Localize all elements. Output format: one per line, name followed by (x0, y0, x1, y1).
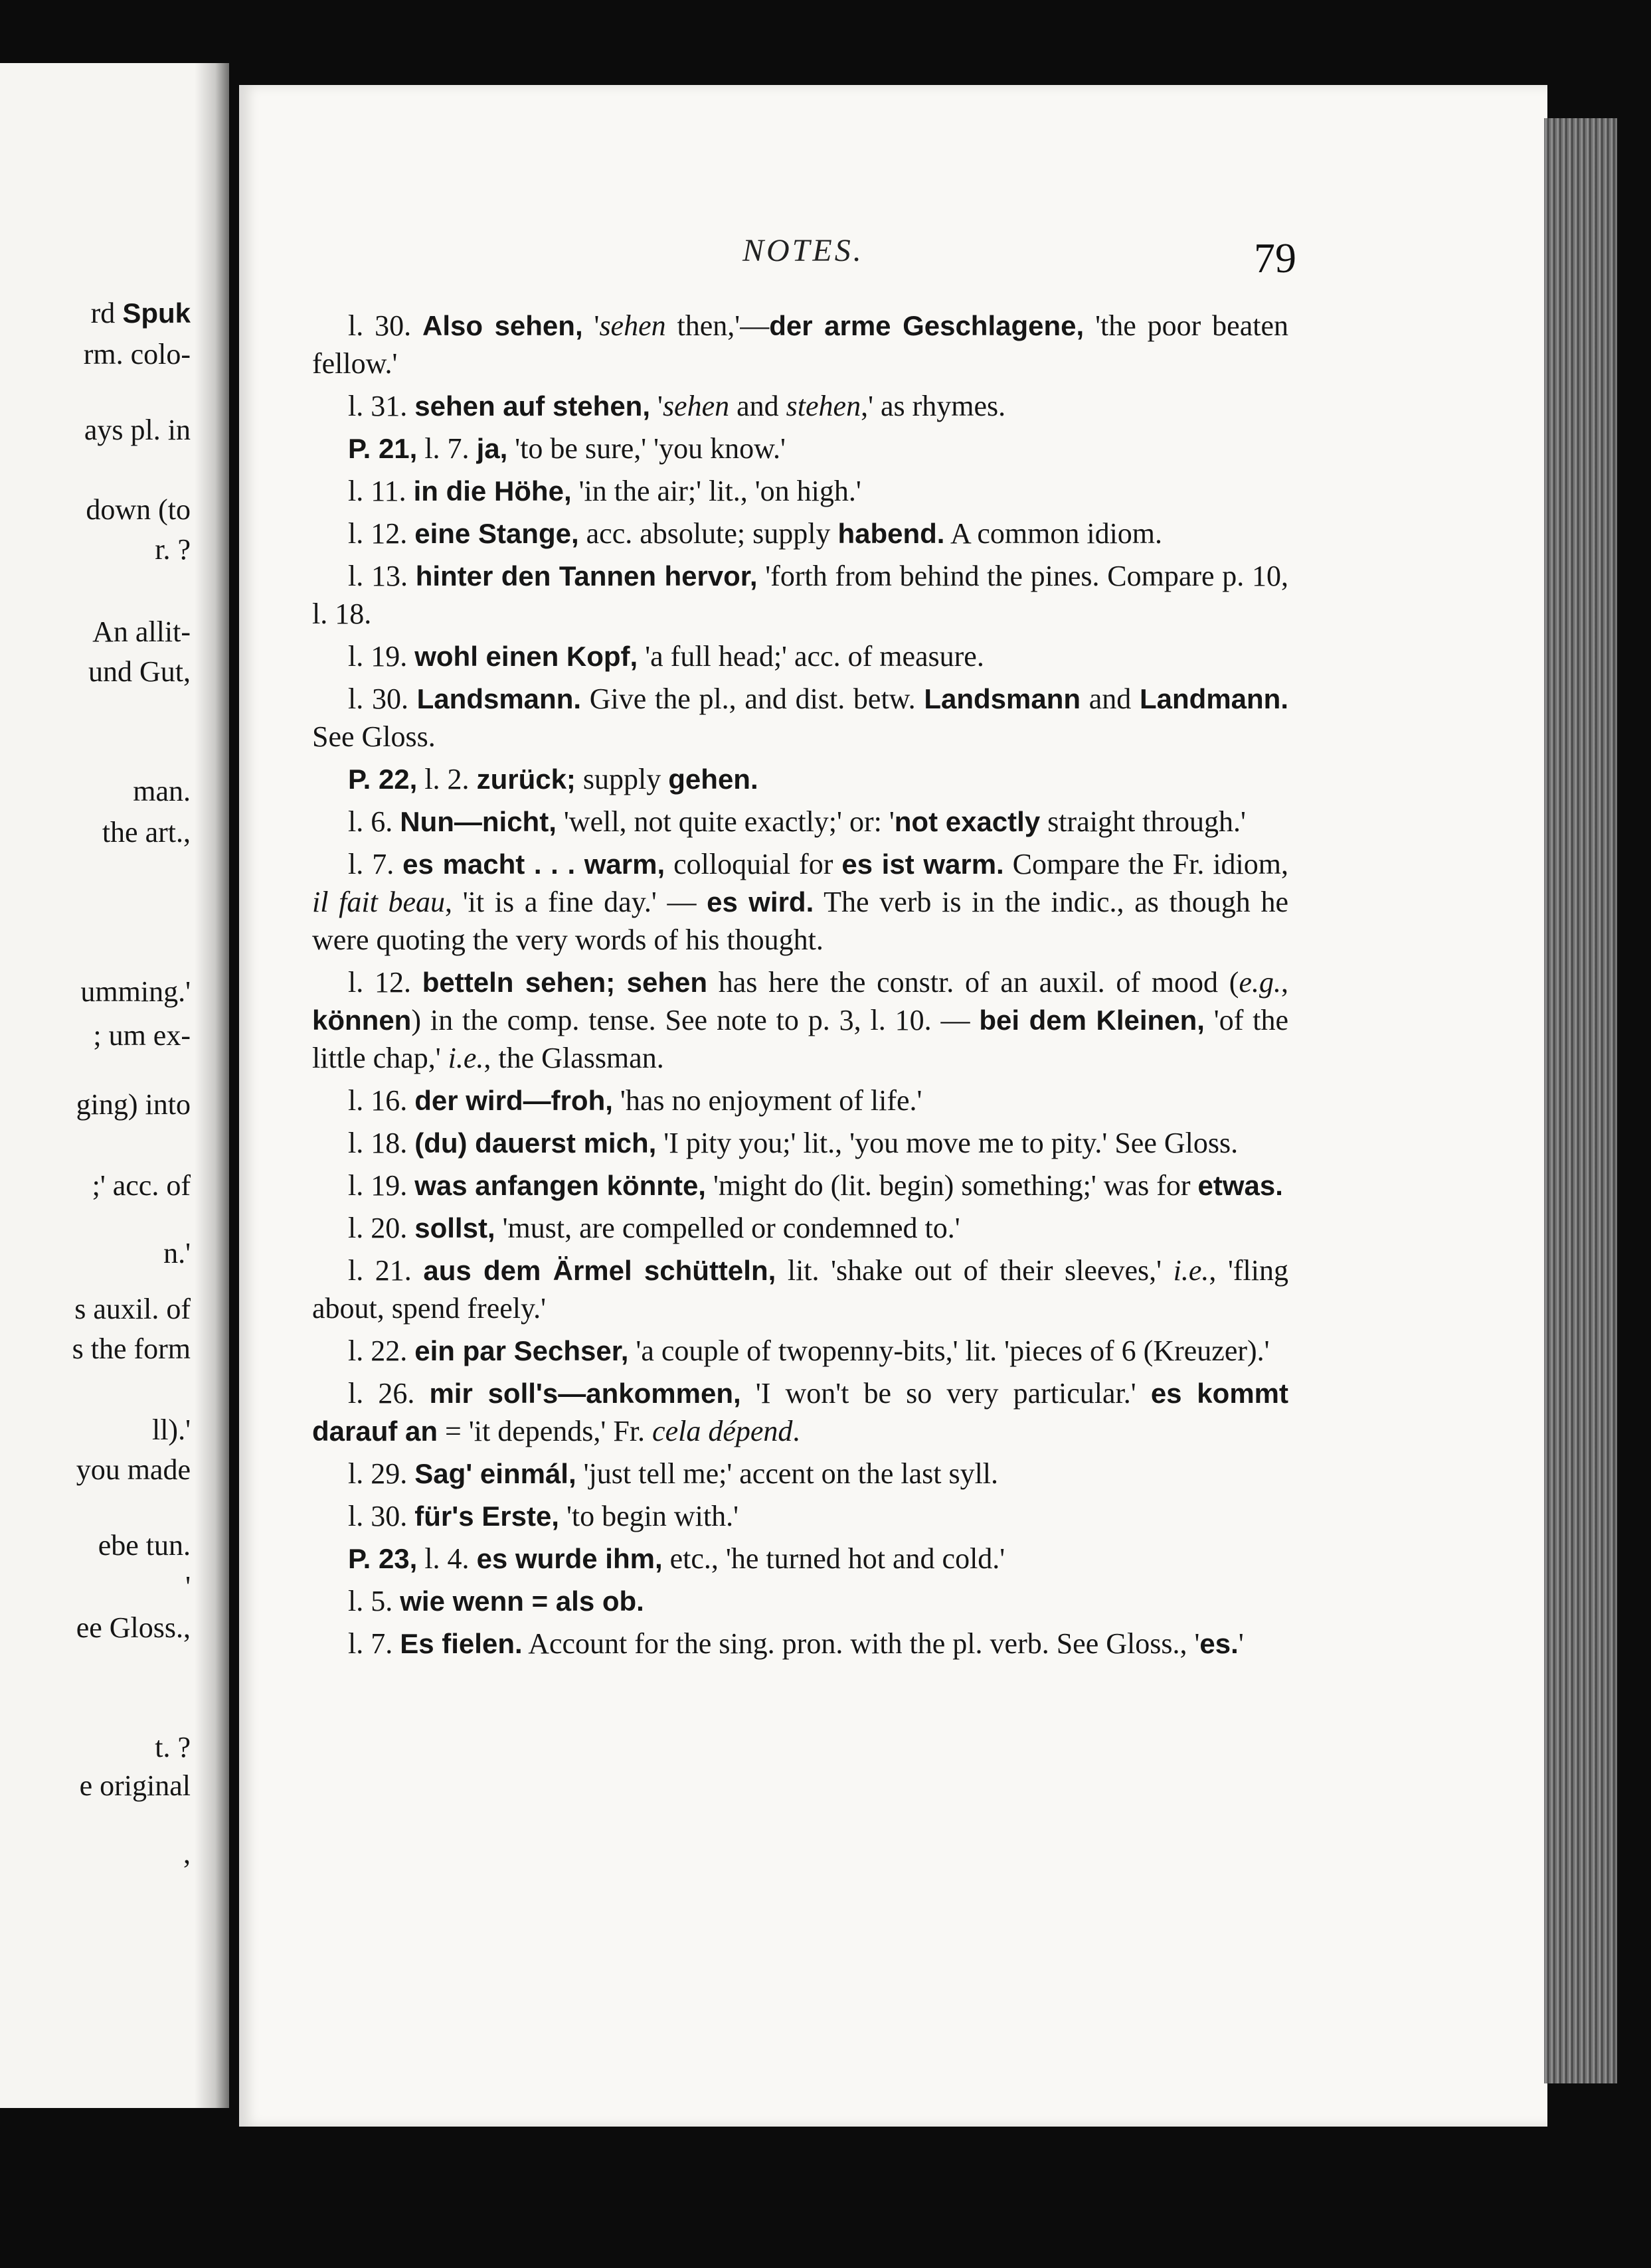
note-text: 'well, not quite exactly;' or: ' (556, 805, 895, 838)
note-entry (312, 1332, 1288, 1370)
facing-page-fragment (152, 1412, 191, 1449)
facing-page-fragment (163, 1235, 191, 1272)
note-text: l. 21. (348, 1254, 424, 1287)
german-term: für's Erste, (414, 1500, 559, 1532)
note-text: straight through.' (1040, 805, 1246, 838)
note-text: ' (1238, 1627, 1244, 1660)
german-term: P. 22, (348, 764, 418, 795)
note-text: l. 4. (417, 1542, 477, 1575)
german-term: not exactly (894, 806, 1041, 837)
note-text: 'a full head;' acc. of measure. (638, 640, 984, 673)
german-term: ja, (476, 433, 508, 464)
facing-page-fragment (92, 1167, 191, 1204)
german-term: wohl einen Kopf, (414, 641, 638, 672)
german-term: habend. (837, 518, 945, 549)
note-text: l. 5. (348, 1585, 400, 1617)
facing-page-fragment (86, 491, 191, 528)
german-term: Nun—nicht, (400, 806, 557, 837)
facing-page-fragment (76, 1609, 191, 1647)
note-text: , 'it is a fine day.' — (445, 886, 707, 918)
note-text: then,'— (665, 309, 770, 342)
facing-page-fragment (133, 773, 191, 810)
german-term: (du) dauerst mich, (414, 1127, 657, 1159)
facing-page-fragment (155, 1729, 191, 1766)
note-text: Give the pl., and dist. betw. (581, 683, 924, 715)
note-entry (312, 1374, 1288, 1450)
note-text: l. 31. (348, 390, 415, 422)
german-term: sollst, (414, 1212, 495, 1244)
fragment-text: s the form (72, 1333, 191, 1365)
facing-page-fragment (98, 1527, 191, 1564)
note-text: lit. 'shake out of their sleeves,' (776, 1254, 1173, 1287)
note-entry (312, 1540, 1288, 1578)
note-text: colloquial for (665, 848, 842, 880)
note-text: A common idiom. (944, 517, 1163, 550)
german-term: es wird. (707, 886, 814, 918)
note-text: 'a couple of twopenny-bits,' lit. 'pieces of 6 (Kreuzer).' (628, 1335, 1270, 1367)
note-text: 'I pity you;' lit., 'you move me to pity.' See Gloss. (656, 1127, 1239, 1159)
facing-page-fragment (102, 814, 191, 851)
italic-text: i.e. (1173, 1254, 1209, 1287)
german-term: es kommt darauf an (312, 1378, 1288, 1447)
fragment-text: ee Gloss., (76, 1611, 191, 1644)
german-term: ein par Sechser, (414, 1335, 629, 1366)
note-text: The verb is in the indic., as though he were quoting the very words of his thought. (312, 886, 1288, 956)
german-term: eine Stange, (414, 518, 579, 549)
german-term: hinter den Tannen hervor, (415, 560, 758, 592)
german-term: in die Höhe, (413, 475, 572, 507)
fragment-text: ' (185, 1570, 191, 1603)
note-text: = 'it depends,' Fr. (438, 1415, 653, 1447)
fragment-text: rm. colo- (83, 338, 191, 370)
note-text: 'the poor beaten fellow.' (312, 309, 1288, 380)
fragment-text: , (183, 1837, 191, 1870)
note-entry (312, 1252, 1288, 1327)
german-term: mir soll's—ankommen, (429, 1378, 741, 1409)
fragment-text: e original (79, 1769, 191, 1802)
note-text: See Gloss. (312, 720, 436, 753)
note-text: l. 11. (348, 475, 414, 507)
note-text: l. 29. (348, 1457, 415, 1490)
fragment-text: ;' acc. of (92, 1169, 191, 1202)
note-text: l. 26. (348, 1377, 430, 1410)
german-term: etwas. (1197, 1170, 1283, 1201)
fragment-text: ebe tun. (98, 1529, 191, 1562)
note-entry (312, 760, 1288, 798)
german-term: P. 23, (348, 1543, 418, 1574)
note-text: l. 7. (348, 848, 403, 880)
german-term: Landmann. (1140, 683, 1289, 714)
note-entry (312, 472, 1288, 510)
note-text: etc., 'he turned hot and cold.' (662, 1542, 1005, 1575)
note-text: l. 12. (348, 517, 415, 550)
facing-page-left (0, 63, 229, 2108)
note-text: 'in the air;' lit., 'on high.' (571, 475, 861, 507)
note-text: ) in the comp. tense. See note to p. 3, l. 10. — (411, 1004, 980, 1036)
facing-page-fragment (80, 973, 191, 1011)
fragment-text: down (to (86, 493, 191, 526)
note-entry (312, 1082, 1288, 1119)
facing-page-fragment (88, 653, 191, 690)
note-text: l. 7. (417, 432, 477, 465)
fragment-bold-text: Spuk (122, 297, 191, 329)
italic-text: cela dépend (652, 1415, 793, 1447)
german-term: P. 21, (348, 433, 418, 464)
german-term: es macht . . . warm, (402, 849, 665, 880)
german-term: es. (1199, 1628, 1239, 1659)
running-head: NOTES. (742, 233, 864, 268)
note-entry (312, 1124, 1288, 1162)
facing-page-fragment (92, 613, 191, 651)
facing-page-fragment (183, 1835, 191, 1872)
note-entry (312, 430, 1288, 467)
note-text: 'to be sure,' 'you know.' (507, 432, 786, 465)
note-text: 'might do (lit. begin) something;' was for (705, 1169, 1198, 1202)
facing-page-fragment (93, 1017, 191, 1054)
fragment-text: ll).' (151, 1414, 191, 1446)
fragment-text: you made (76, 1453, 191, 1486)
note-text: l. 20. (348, 1212, 415, 1244)
german-term: Landsmann. (416, 683, 582, 714)
note-text: Compare the Fr. idiom, (1003, 848, 1288, 880)
note-text: l. 13. (348, 560, 416, 592)
german-term: können (312, 1005, 412, 1036)
facing-page-fragment (91, 295, 191, 332)
italic-text: il fait beau (312, 886, 446, 918)
facing-page-fragment (155, 531, 191, 568)
note-text: 'has no enjoyment of life.' (612, 1084, 922, 1117)
german-term: bei dem Kleinen, (979, 1005, 1205, 1036)
note-text: and (729, 390, 786, 422)
note-text: l. 22. (348, 1335, 415, 1367)
note-text: ' (650, 390, 663, 422)
german-term: es ist warm. (841, 849, 1004, 880)
german-term: Landsmann (924, 683, 1081, 714)
note-text: l. 30. (348, 683, 417, 715)
german-term: Es fielen. (400, 1628, 523, 1659)
note-text: 'to begin with.' (559, 1500, 739, 1532)
note-text: ' (582, 309, 600, 342)
facing-page-fragment (84, 412, 191, 449)
note-text: , 'fling about, spend freely.' (312, 1254, 1289, 1325)
note-text: l. 2. (417, 763, 477, 795)
fragment-text: ging) into (76, 1088, 191, 1121)
book-gutter-shadow (195, 63, 229, 2108)
note-entry (312, 803, 1288, 841)
note-text: 'I won't be so very particular.' (740, 1377, 1151, 1410)
fragment-text: man. (133, 775, 191, 807)
note-text: , the Glassman. (483, 1042, 664, 1074)
facing-page-fragment (84, 336, 191, 373)
notes-body (312, 307, 1288, 1667)
note-entry (312, 515, 1288, 552)
fragment-text: rd (90, 297, 123, 329)
german-term: gehen. (668, 764, 758, 795)
note-entry (312, 845, 1288, 959)
note-text: acc. absolute; supply (578, 517, 838, 550)
fragment-text: the art., (102, 816, 191, 849)
note-entry (312, 307, 1288, 382)
note-text: 'must, are compelled or condemned to.' (495, 1212, 960, 1244)
note-entry (312, 387, 1288, 425)
german-term: aus dem Ärmel schütteln, (423, 1255, 776, 1286)
note-entry (312, 1209, 1288, 1247)
note-text: and (1081, 683, 1140, 715)
facing-page-fragment (76, 1086, 191, 1123)
note-entry (312, 1582, 1288, 1620)
facing-page-fragment (72, 1331, 191, 1368)
fragment-text: und Gut, (88, 655, 191, 688)
note-text: l. 30. (348, 1500, 415, 1532)
note-entry (312, 557, 1288, 633)
fragment-text: r. ? (155, 533, 191, 566)
note-text: ,' as rhymes. (861, 390, 1006, 422)
note-text: has here the constr. of an auxil. of mood ( (707, 966, 1239, 999)
note-text: l. 18. (348, 1127, 415, 1159)
note-text: l. 6. (348, 805, 400, 838)
note-text: l. 30. (348, 309, 422, 342)
note-entry (312, 1167, 1288, 1204)
note-text: Account for the sing. pron. with the pl. verb. See Gloss., ' (522, 1627, 1200, 1660)
note-text: l. 19. (348, 640, 415, 673)
german-term: es wurde ihm, (476, 1543, 663, 1574)
fragment-text: t. ? (155, 1731, 191, 1763)
italic-text: i.e. (448, 1042, 484, 1074)
italic-text: sehen (662, 390, 730, 422)
fragment-text: n.' (163, 1237, 191, 1269)
note-entry (312, 1497, 1288, 1535)
page-block-edge (1544, 118, 1617, 2083)
italic-text: e.g. (1239, 966, 1281, 999)
note-entry (312, 680, 1288, 756)
facing-page-fragment (74, 1291, 191, 1328)
note-text: l. 16. (348, 1084, 415, 1117)
german-term: der arme Geschlagene, (769, 310, 1085, 341)
german-term: was anfangen könnte, (414, 1170, 706, 1201)
note-text: l. 19. (348, 1169, 415, 1202)
note-text: l. 7. (348, 1627, 400, 1660)
fragment-text: s auxil. of (74, 1293, 191, 1325)
german-term: betteln sehen; sehen (422, 967, 708, 998)
facing-page-fragment (80, 1767, 191, 1805)
note-entry (312, 637, 1288, 675)
fragment-text: umming.' (80, 975, 191, 1008)
page-number: 79 (1254, 234, 1296, 282)
facing-page-fragment (185, 1568, 191, 1605)
note-entry (312, 1625, 1288, 1662)
german-term: der wird—froh, (414, 1085, 613, 1116)
note-text: supply (575, 763, 669, 795)
note-text: 'forth from behind the pines. Compare p. 10, l. 18. (312, 560, 1288, 630)
italic-text: sehen (599, 309, 666, 342)
fragment-text: ays pl. in (84, 414, 191, 446)
note-text: 'just tell me;' accent on the last syll. (576, 1457, 999, 1490)
note-text: , (1281, 966, 1288, 999)
note-entry (312, 963, 1288, 1077)
fragment-text: An allit- (92, 615, 191, 648)
note-text: l. 12. (348, 966, 422, 999)
fragment-text: ; um ex- (93, 1019, 191, 1052)
german-term: Also sehen, (422, 310, 583, 341)
german-term: sehen auf stehen, (414, 390, 650, 422)
note-text: 'of the little chap,' (312, 1004, 1288, 1074)
note-entry (312, 1455, 1288, 1493)
german-term: zurück; (476, 764, 576, 795)
italic-text: stehen (786, 390, 861, 422)
german-term: Sag' einmál, (414, 1458, 576, 1489)
facing-page-fragment (76, 1451, 191, 1489)
note-text: . (792, 1415, 800, 1447)
german-term: wie wenn = als ob. (400, 1585, 644, 1617)
